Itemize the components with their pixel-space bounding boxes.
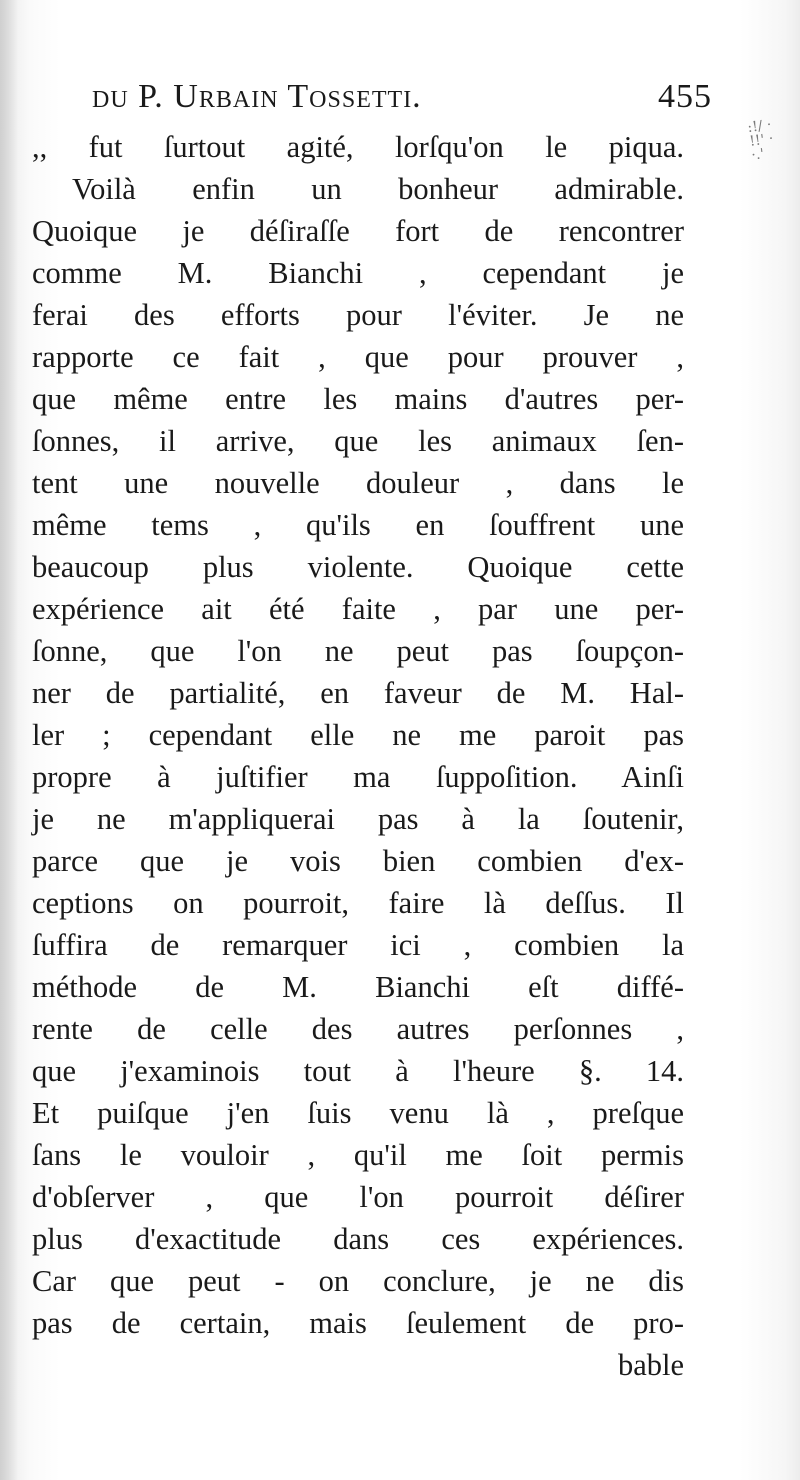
text-line: que j'examinois tout à l'heure §. 14.: [32, 1054, 684, 1088]
text-line: plus d'exactitude dans ces expériences.: [32, 1222, 684, 1256]
text-line: Quoique je déſiraſſe fort de rencontrer: [32, 214, 684, 248]
text-line: d'obſerver , que l'on pourroit déſirer: [32, 1180, 684, 1214]
text-line: je ne m'appliquerai pas à la ſoutenir,: [32, 802, 684, 836]
text-line: ſonne, que l'on ne peut pas ſoupçon-: [32, 634, 684, 668]
running-head: du P. Urbain Tossetti.: [92, 78, 422, 115]
page-number: 455: [658, 78, 712, 115]
text-line: expérience ait été faite , par une per-: [32, 592, 684, 626]
text-line: ,, fut ſurtout agité, lorſqu'on le piqua.: [32, 130, 684, 164]
text-line: même tems , qu'ils en ſouffrent une: [32, 508, 684, 542]
body-text: [32, 126, 684, 1386]
text-line: Voilà enfin un bonheur admirable.: [72, 172, 684, 206]
text-line: comme M. Bianchi , cependant je: [32, 256, 684, 290]
text-line: méthode de M. Bianchi eſt diffé-: [32, 970, 684, 1004]
text-line: ler ; cependant elle ne me paroit pas: [32, 718, 684, 752]
text-line: Et puiſque j'en ſuis venu là , preſque: [32, 1096, 684, 1130]
text-line: Car que peut - on conclure, je ne dis: [32, 1264, 684, 1298]
margin-ink-mark: [747, 116, 798, 201]
text-line: ſuffira de remarquer ici , combien la: [32, 928, 684, 962]
text-line: que même entre les mains d'autres per-: [32, 382, 684, 416]
text-line: beaucoup plus violente. Quoique cette: [32, 550, 684, 584]
page-gutter-shadow: [0, 0, 18, 1480]
text-line: pas de certain, mais ſeulement de pro-: [32, 1306, 684, 1340]
catchword: bable: [617, 1348, 684, 1382]
margin-ink-text: :!/ · !!' · ·.': [746, 116, 775, 164]
text-line: ferai des efforts pour l'éviter. Je ne: [32, 298, 684, 332]
text-line: ſans le vouloir , qu'il me ſoit permis: [32, 1138, 684, 1172]
text-line: ſonnes, il arrive, que les animaux ſen-: [32, 424, 684, 458]
page-header: [92, 72, 712, 124]
text-line: tent une nouvelle douleur , dans le: [32, 466, 684, 500]
text-line: rente de celle des autres perſonnes ,: [32, 1012, 684, 1046]
text-line: propre à juſtifier ma ſuppoſition. Ainſi: [32, 760, 684, 794]
text-line: ceptions on pourroit, faire là deſſus. Il: [32, 886, 684, 920]
text-line: parce que je vois bien combien d'ex-: [32, 844, 684, 878]
text-line: rapporte ce fait , que pour prouver ,: [32, 340, 684, 374]
text-line: ner de partialité, en faveur de M. Hal-: [32, 676, 684, 710]
